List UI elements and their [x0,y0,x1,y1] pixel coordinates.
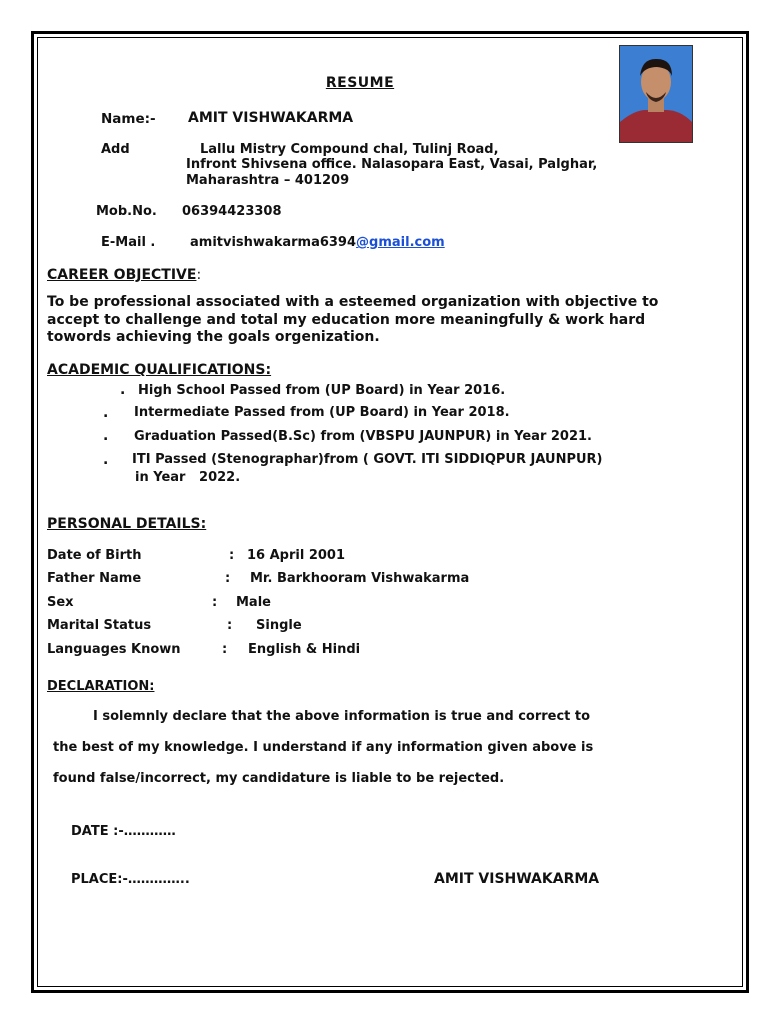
sex-label: Sex [47,595,74,610]
father-name-label: Father Name [47,571,142,586]
place-field: PLACE:-………….. [71,872,190,887]
bullet-icon: . [103,428,109,444]
academic-item-1: High School Passed from (UP Board) in Year 2016. [138,383,506,398]
languages-sep: : [222,642,228,657]
bullet-icon: . [103,452,109,468]
mobile-value: 06394423308 [182,204,282,219]
career-objective-colon: : [196,267,202,283]
dob-value: 16 April 2001 [247,548,346,563]
name-label: Name:- [101,111,156,127]
languages-label: Languages Known [47,642,181,657]
profile-photo-image [620,46,692,142]
father-name-value: Mr. Barkhooram Vishwakarma [250,571,470,586]
academic-item-3: Graduation Passed(B.Sc) from (VBSPU JAUNPUR) in Year 2021. [134,429,592,444]
academic-heading: ACADEMIC QUALIFICATIONS: [47,362,272,378]
career-objective-heading: CAREER OBJECTIVE [47,267,197,283]
address-line-3: Maharashtra – 401209 [186,173,350,188]
personal-details-heading: PERSONAL DETAILS: [47,516,207,532]
marital-status-value: Single [256,618,302,633]
declaration-line-2: the best of my knowledge. I understand if any information given above is [53,740,594,755]
email-user: amitvishwakarma6394 [190,235,357,250]
dob-label: Date of Birth [47,548,142,563]
career-line-2: accept to challenge and total my education more meaningfully & work hard [47,312,646,328]
page-border-inner [37,37,743,987]
mobile-label: Mob.No. [96,204,157,219]
email-domain-link[interactable]: @gmail.com [356,235,445,250]
bullet-icon: . [103,405,109,421]
address-line-1: Lallu Mistry Compound chal, Tulinj Road, [200,142,499,157]
languages-value: English & Hindi [248,642,361,657]
dob-sep: : [229,548,235,563]
address-line-2: Infront Shivsena office. Nalasopara East, Vasai, Palghar, [186,157,598,172]
declaration-line-1: I solemnly declare that the above information is true and correct to [93,709,591,724]
career-objective-heading-row [47,267,201,283]
father-name-sep: : [225,571,231,586]
signature-name: AMIT VISHWAKARMA [434,871,600,887]
declaration-line-3: found false/incorrect, my candidature is liable to be rejected. [53,771,505,786]
email-value [190,235,445,250]
academic-item-4-continuation: in Year 2022. [135,470,241,485]
academic-item-2: Intermediate Passed from (UP Board) in Year 2018. [134,405,510,420]
sex-value: Male [236,595,271,610]
date-field: DATE :-………… [71,824,176,839]
sex-sep: : [212,595,218,610]
email-label: E-Mail . [101,235,156,250]
marital-status-label: Marital Status [47,618,152,633]
career-line-1: To be professional associated with a esteemed organization with objective to [47,294,659,310]
address-label: Add [101,142,130,157]
resume-title: RESUME [325,75,395,91]
declaration-heading: DECLARATION: [47,679,155,694]
career-line-3: towords achieving the goals orgenization. [47,329,380,345]
academic-item-4: ITI Passed (Stenographar)from ( GOVT. ITI SIDDIQPUR JAUNPUR) [132,452,603,467]
bullet-icon: . [120,382,126,398]
profile-photo [619,45,693,143]
name-value: AMIT VISHWAKARMA [188,110,354,126]
marital-status-sep: : [227,618,233,633]
